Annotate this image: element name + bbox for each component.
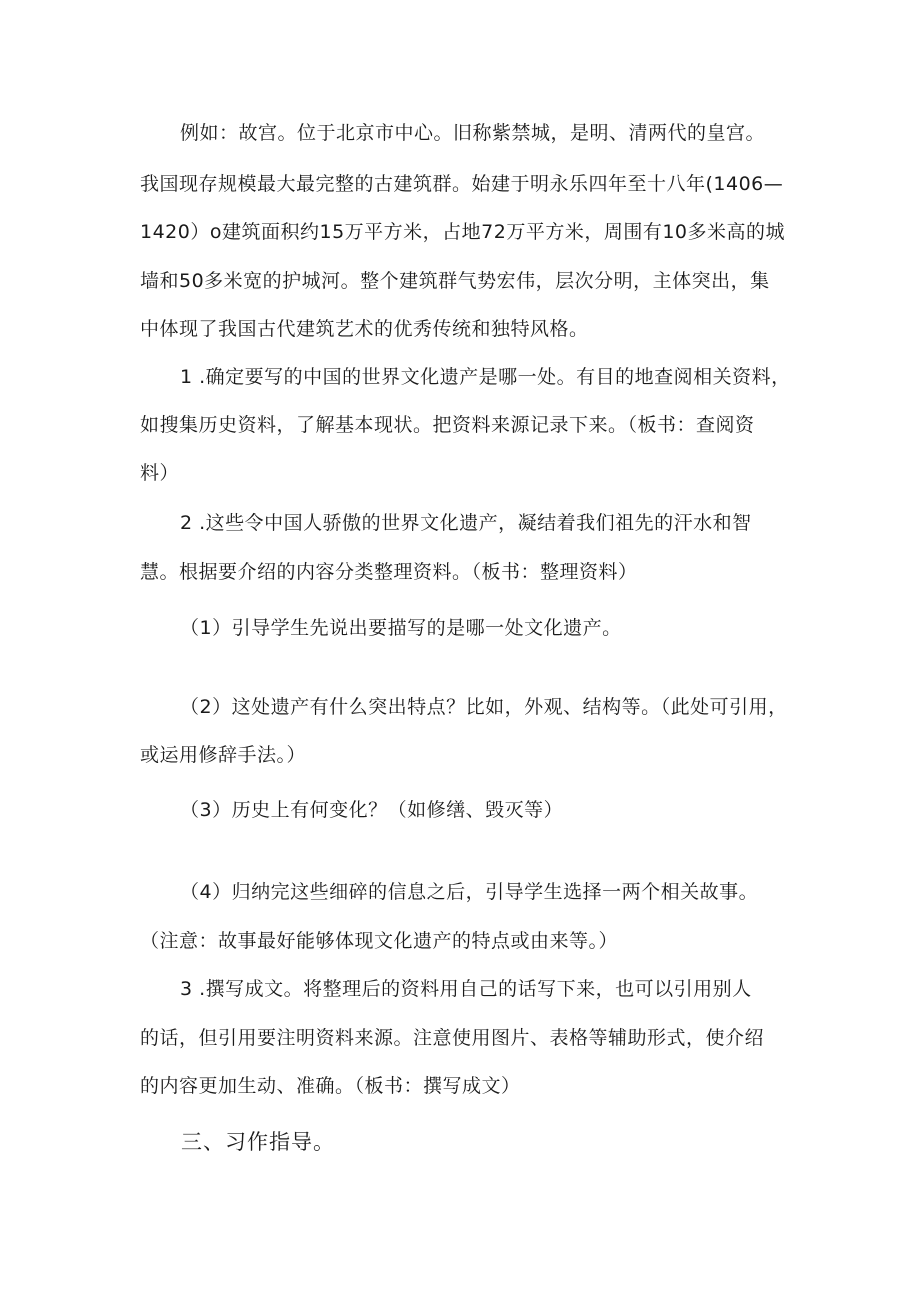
text-line-16: （注意：故事最好能够体现文化遗产的特点或由来等。）: [140, 930, 619, 952]
section-heading: 三、习作指导。: [181, 1130, 335, 1154]
text-line-15: （4）归纳完这些细碎的信息之后，引导学生选择一两个相关故事。: [180, 881, 759, 903]
text-line-1: 例如：故宫。位于北京市中心。旧称紫禁城，是明、清两代的皇宫。: [180, 122, 766, 144]
text-line-4: 墙和50多米宽的护城河。整个建筑群气势宏伟，层次分明，主体突出，集: [140, 270, 770, 292]
text-line-10: 慧。根据要介绍的内容分类整理资料。（板书：整理资料）: [140, 561, 638, 583]
text-line-7: 如搜集历史资料，了解基本现状。把资料来源记录下来。（板书：查阅资: [140, 414, 755, 436]
text-line-6: 1 .确定要写的中国的世界文化遗产是哪一处。有目的地查阅相关资料，: [180, 366, 791, 388]
text-line-5: 中体现了我国古代建筑艺术的优秀传统和独特风格。: [140, 318, 589, 340]
text-line-18: 的话，但引用要注明资料来源。注意使用图片、表格等辅助形式，使介绍: [140, 1027, 765, 1049]
text-line-2: 我国现存规模最大最完整的古建筑群。始建于明永乐四年至十八年(1406—: [140, 173, 784, 195]
text-line-19: 的内容更加生动、准确。（板书：撰写成文）: [140, 1075, 521, 1097]
text-line-14: （3）历史上有何变化？（如修缮、毁灭等）: [180, 799, 564, 821]
text-line-3: 1420）o建筑面积约15万平方米，占地72万平方米，周围有10多米高的城: [140, 221, 786, 243]
text-line-9: 2 .这些令中国人骄傲的世界文化遗产，凝结着我们祖先的汗水和智: [180, 512, 752, 534]
text-line-17: 3 .撰写成文。将整理后的资料用自己的话写下来，也可以引用别人: [180, 978, 752, 1000]
text-line-11: （1）引导学生先说出要描写的是哪一处文化遗产。: [180, 617, 622, 639]
text-line-8: 料）: [140, 462, 180, 484]
text-line-13: 或运用修辞手法。）: [140, 744, 307, 766]
text-line-12: （2）这处遗产有什么突出特点？比如，外观、结构等。（此处可引用，: [180, 696, 788, 718]
